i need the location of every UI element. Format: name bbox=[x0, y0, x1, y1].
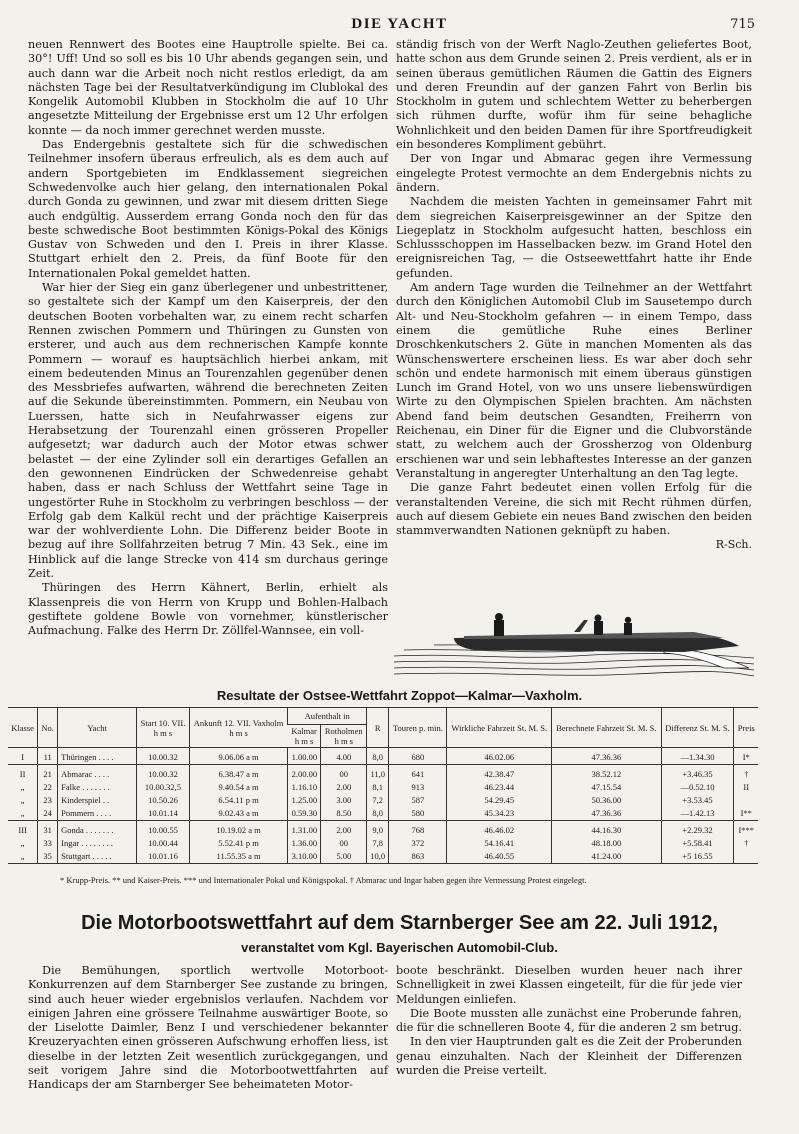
cell-rotholmen: 3.00 bbox=[321, 794, 367, 807]
cell-ankunft: 11.55.35 a m bbox=[189, 850, 288, 864]
cell-rotholmen: 4.00 bbox=[321, 748, 367, 765]
cell-yacht: Falke . . . . . . . bbox=[58, 781, 137, 794]
cell-r: 7,8 bbox=[367, 837, 389, 850]
cell-no: 33 bbox=[38, 837, 58, 850]
cell-no: 22 bbox=[38, 781, 58, 794]
cell-berechnete: 47.36.36 bbox=[552, 807, 661, 821]
cell-wirkliche: 45.34.23 bbox=[447, 807, 552, 821]
cell-touren: 587 bbox=[389, 794, 447, 807]
cell-r: 7,2 bbox=[367, 794, 389, 807]
page-header bbox=[0, 14, 799, 36]
header-ankunft: Ankunft 12. VII. Vaxholm h m s bbox=[189, 708, 288, 748]
cell-kalmar: 3.10.00 bbox=[288, 850, 321, 864]
cell-no: 23 bbox=[38, 794, 58, 807]
cell-differenz: —1.34.30 bbox=[661, 748, 734, 765]
cell-wirkliche: 46.02.06 bbox=[447, 748, 552, 765]
cell-berechnete: 50.36.00 bbox=[552, 794, 661, 807]
cell-start: 10.00.32 bbox=[137, 748, 190, 765]
header-klasse: Klasse bbox=[8, 708, 38, 748]
motorboat-illustration bbox=[394, 598, 754, 680]
header-start: Start 10. VII. h m s bbox=[137, 708, 190, 748]
table-row bbox=[8, 807, 758, 821]
cell-r: 8,0 bbox=[367, 748, 389, 765]
cell-r: 9,0 bbox=[367, 821, 389, 838]
cell-ankunft: 10.19.02 a m bbox=[189, 821, 288, 838]
header-differenz: Differenz St. M. S. bbox=[661, 708, 734, 748]
cell-kalmar: 1.36.00 bbox=[288, 837, 321, 850]
header-r: R bbox=[367, 708, 389, 748]
cell-yacht: Ingar . . . . . . . . bbox=[58, 837, 137, 850]
cell-no: 11 bbox=[38, 748, 58, 765]
left-column bbox=[28, 38, 388, 638]
cell-wirkliche: 54.29.45 bbox=[447, 794, 552, 807]
paragraph: Am andern Tage wurden die Teilnehmer an der Wettfahrt durch den Königlichen Automobil Club im Sausetempo durch Alt- und Neu-Stockholm gefahren — in einem Tempo, dass einem die gemütliche Ruhe eines Berliner Droschkenkutschers 2. Güte in manchen Momenten als das Wünschenswertere erscheinen liess. Es war aber doch sehr schön und endete harmonisch mit einem überaus günstigen Lunch im Grand Hotel, von wo uns unsere liebenswürdigen Wirte zu den Olympischen Spielen brachten. Am nächsten Abend fand beim deutschen Gesandten, Freiherrn von Reichenau, ein Diner für die Eigner und die Clubvorstände statt, zu welchem auch der Grossherzog von Oldenburg erschienen war und sein lebhaftestes Interesse an der ganzen Veranstaltung in angeregter Unterhaltung an den Tag legte. bbox=[396, 281, 752, 480]
table-row bbox=[8, 781, 758, 794]
cell-berechnete: 47.36.36 bbox=[552, 748, 661, 765]
results-body bbox=[8, 748, 758, 864]
cell-touren: 680 bbox=[389, 748, 447, 765]
cell-preis: I** bbox=[734, 807, 758, 821]
cell-no: 35 bbox=[38, 850, 58, 864]
cell-r: 8,1 bbox=[367, 781, 389, 794]
cell-preis: † bbox=[734, 837, 758, 850]
cell-preis: I*** bbox=[734, 821, 758, 838]
paragraph: War hier der Sieg ein ganz überlegener und unbestrittener, so gestaltete sich der Kampf um den Kaiserpreis, der den deutschen Booten vorbehalten war, zu einem recht scharfen Rennen zwischen Pommern und Thüringen zu Gunsten von ersterer, und auch aus dem rechnerischen Kampfe konnte Pommern — worauf es hauptsächlich hierbei ankam, mit einem bedeutenden Minus an Tourenzahlen gegenüber denen des Messbriefes aufwarten, während die berechneten Zeiten auf die Sekunde übereinstimmten. Pommern, ein Neubau von Luerssen, hatte sich in Neufahrwasser eigens zur Herabsetzung der Tourenzahl einen grösseren Propeller aufgesetzt; war dadurch auch der Motor etwas schwer belastet — der eine Zylinder soll ein derartiges Gefallen an den gewonnenen Eindrücken der Schwedenreise gehabt haben, dass er nach Schluss der Wettfahrt seine Tage in ungestörter Ruhe in Stockholm zu verbringen beschloss — der Erfolg gab dem Kalkül recht und der prächtige Kaiserpreis war der wohlverdiente Lohn. Die Differenz beider Boote in bezug auf ihre Sollfahrzeiten betrug 7 Min. 43 Sek., eine im Hinblick auf die lange Strecke von 414 sm durchaus geringe Zeit. bbox=[28, 281, 388, 580]
header-kalmar: Kalmar h m s bbox=[288, 725, 321, 748]
article-title: Die Motorbootswettfahrt auf dem Starnberger See am 22. Juli 1912, bbox=[81, 912, 718, 934]
header-aufenthalt: Aufenthalt in bbox=[288, 708, 367, 725]
cell-touren: 863 bbox=[389, 850, 447, 864]
paragraph: ständig frisch von der Werft Naglo-Zeuthen geliefertes Boot, hatte schon aus dem Grunde seinen 2. Preis verdient, als er in seinen überaus gemütlichen Räumen die Gattin des Eigners und deren Freundin auf der ganzen Fahrt von Berlin bis Stockholm in gutem und schlechtem Wetter zu beherbergen sich rühmen durfte, wofür ihm für seine behagliche Wohnlichkeit und den beiden Damen für ihre Sportfreudigkeit ein besonderes Kompliment gebührt. bbox=[396, 38, 752, 152]
results-footnote: * Krupp-Preis. ** und Kaiser-Preis. *** und Internationaler Pokal und Königspokal. † Abmarac und Ingar haben gegen ihre Vermessung Protest eingelegt. bbox=[60, 875, 587, 885]
cell-kalmar: 1.25.00 bbox=[288, 794, 321, 807]
results-title: Resultate der Ostsee-Wettfahrt Zoppot—Kalmar—Vaxholm. bbox=[216, 688, 583, 703]
cell-preis: I* bbox=[734, 748, 758, 765]
cell-yacht: Pommern . . . . bbox=[58, 807, 137, 821]
cell-ankunft: 6.38.47 a m bbox=[189, 765, 288, 782]
cell-r: 11,0 bbox=[367, 765, 389, 782]
cell-differenz: +5 16.55 bbox=[661, 850, 734, 864]
cell-kalmar: 1.00.00 bbox=[288, 748, 321, 765]
cell-yacht: Gonda . . . . . . . bbox=[58, 821, 137, 838]
cell-yacht: Stuttgart . . . . . bbox=[58, 850, 137, 864]
table-row bbox=[8, 794, 758, 807]
header-berechnete: Berechnete Fahrzeit St. M. S. bbox=[552, 708, 661, 748]
table-row bbox=[8, 850, 758, 864]
cell-differenz: +3.46.35 bbox=[661, 765, 734, 782]
cell-r: 8,0 bbox=[367, 807, 389, 821]
cell-ankunft: 9.06.06 a m bbox=[189, 748, 288, 765]
cell-start: 10.00.32,5 bbox=[137, 781, 190, 794]
cell-start: 10.50.26 bbox=[137, 794, 190, 807]
cell-touren: 913 bbox=[389, 781, 447, 794]
cell-no: 24 bbox=[38, 807, 58, 821]
cell-rotholmen: 8.50 bbox=[321, 807, 367, 821]
cell-klasse: „ bbox=[20, 838, 25, 848]
cell-rotholmen: 00 bbox=[321, 765, 367, 782]
cell-preis bbox=[734, 850, 758, 864]
cell-start: 10.00.55 bbox=[137, 821, 190, 838]
cell-touren: 768 bbox=[389, 821, 447, 838]
cell-ankunft: 9.02.43 a m bbox=[189, 807, 288, 821]
cell-no: 31 bbox=[38, 821, 58, 838]
cell-no: 21 bbox=[38, 765, 58, 782]
paragraph: neuen Rennwert des Bootes eine Hauptrolle spielte. Bei ca. 30°! Uff! Und so soll es bis 10 Uhr abends gegangen sein, und auch dann war die Arbeit noch nicht restlos erledigt, da am nächsten Tage bei der Resultatverkündigung im Clublokal des Kongelik Automobil Klubben in Stockholm die auf 10 Uhr angesetzte Mitteilung der Ergebnisse erst um 12 Uhr erfolgen konnte — da noch immer gerechnet werden musste. bbox=[28, 38, 388, 137]
header-preis: Preis bbox=[734, 708, 758, 748]
boat-crew bbox=[494, 613, 632, 636]
cell-differenz: +5.58.41 bbox=[661, 837, 734, 850]
paragraph: Die Boote mussten alle zunächst eine Proberunde fahren, die für die schnelleren Boote 4, für die anderen 2 sm betrug. bbox=[396, 1006, 742, 1035]
table-row bbox=[8, 837, 758, 850]
cell-yacht: Kinderspiel . . bbox=[58, 794, 137, 807]
cell-kalmar: 2.00.00 bbox=[288, 765, 321, 782]
cell-ankunft: 9.40.54 a m bbox=[189, 781, 288, 794]
cell-ankunft: 6.54.11 p m bbox=[189, 794, 288, 807]
cell-touren: 580 bbox=[389, 807, 447, 821]
cell-klasse: II bbox=[8, 765, 38, 782]
cell-klasse: „ bbox=[20, 808, 25, 818]
article-right-column bbox=[396, 964, 742, 1078]
cell-yacht: Abmarac . . . . bbox=[58, 765, 137, 782]
cell-preis: † bbox=[734, 765, 758, 782]
paragraph: Der von Ingar und Abmarac gegen ihre Vermessung eingelegte Protest vermochte an dem Endergebnis nichts zu ändern. bbox=[396, 152, 752, 194]
cell-wirkliche: 46.46.02 bbox=[447, 821, 552, 838]
cell-preis: II bbox=[734, 781, 758, 794]
paragraph: Nachdem die meisten Yachten in gemeinsamer Fahrt mit dem siegreichen Kaiserpreisgewinner an der Spitze den Liegeplatz in Stockholm aufgesucht hatten, beschloss ein Schlussschoppen im Hasselbacken bezw. im Grand Hotel den ereignisreichen Tag, — die Ostseewettfahrt hatte ihr Ende gefunden. bbox=[396, 195, 752, 280]
cell-start: 10.01.14 bbox=[137, 807, 190, 821]
cell-klasse: „ bbox=[20, 851, 25, 861]
cell-kalmar: 1.31.00 bbox=[288, 821, 321, 838]
cell-klasse: I bbox=[21, 752, 25, 762]
paragraph: Die Bemühungen, sportlich wertvolle Motorboot-Konkurrenzen auf dem Starnberger See zustande zu bringen, sind auch heuer wieder ergebnislos verlaufen. Nachdem vor einigen Jahren eine grössere Teilnahme auswärtiger Boote, so der Liselotte Daimler, Benz I und verschiedener bekannter Kreuzeryachten einen grösseren Aufschwung erhoffen liess, ist dieselbe in der letzten Zeit wesentlich zurückgegangen, und seit vorigem Jahre sind die Motorbootwettfahrten auf Handicaps der am Starnberger See beheimateten Motor- bbox=[28, 964, 388, 1092]
cell-wirkliche: 46.40.55 bbox=[447, 850, 552, 864]
article-subtitle: veranstaltet vom Kgl. Bayerischen Automobil-Club. bbox=[241, 940, 558, 955]
cell-differenz: +2.29.32 bbox=[661, 821, 734, 838]
right-column bbox=[396, 38, 752, 553]
cell-r: 10,0 bbox=[367, 850, 389, 864]
header-yacht: Yacht bbox=[58, 708, 137, 748]
cell-kalmar: 0.59.30 bbox=[288, 807, 321, 821]
cell-start: 10.00.44 bbox=[137, 837, 190, 850]
paragraph: In den vier Hauptrunden galt es die Zeit der Proberunden genau einzuhalten. Nach der Kleinheit der Differenzen wurden die Preise verteilt. bbox=[396, 1035, 742, 1078]
paragraph: boote beschränkt. Dieselben wurden heuer nach ihrer Schnelligkeit in zwei Klassen eingeteilt, für die für jede vier Meldungen einliefen. bbox=[396, 964, 742, 1006]
page-number: 715 bbox=[730, 17, 755, 32]
windshield bbox=[574, 620, 588, 632]
paragraph: Das Endergebnis gestaltete sich für die schwedischen Teilnehmer insofern überaus erfreulich, als es dem auch auf andern Sportgebieten im Endklassement siegreichen Schwedenvolke auch hier gelang, den internationalen Pokal durch Gonda zu gewinnen, und zwar mit diesem dritten Siege auch endgültig. Ausserdem errang Gonda noch den für das beste schwedische Boot bestimmten Königs-Pokal des Königs Gustav von Schweden und den I. Preis in ihrer Klasse. Stuttgart erhielt den 2. Preis, da fünf Boote für den Internationalen Pokal gemeldet hatten. bbox=[28, 138, 388, 280]
cell-kalmar: 1.16.10 bbox=[288, 781, 321, 794]
cell-wirkliche: 42.38.47 bbox=[447, 765, 552, 782]
header-wirkliche: Wirkliche Fahrzeit St. M. S. bbox=[447, 708, 552, 748]
results-table bbox=[8, 707, 758, 864]
cell-klasse: „ bbox=[20, 795, 25, 805]
cell-berechnete: 44.16.30 bbox=[552, 821, 661, 838]
cell-differenz: —1.42.13 bbox=[661, 807, 734, 821]
header-touren: Touren p. min. bbox=[389, 708, 447, 748]
cell-wirkliche: 54.16.41 bbox=[447, 837, 552, 850]
paragraph: Die ganze Fahrt bedeutet einen vollen Erfolg für die veranstaltenden Vereine, die sich mit Recht rühmen dürfen, auch auf diesem Gebiete ein neues Band zwischen den beiden stammverwandten Nationen geknüpft zu haben. bbox=[396, 481, 752, 538]
cell-berechnete: 41.24.00 bbox=[552, 850, 661, 864]
header-no: No. bbox=[38, 708, 58, 748]
cell-start: 10.00.32 bbox=[137, 765, 190, 782]
table-row bbox=[8, 748, 758, 765]
cell-touren: 641 bbox=[389, 765, 447, 782]
cell-differenz: —0.52.10 bbox=[661, 781, 734, 794]
cell-rotholmen: 2.00 bbox=[321, 781, 367, 794]
author-signature: R-Sch. bbox=[715, 538, 752, 552]
cell-berechnete: 38.52.12 bbox=[552, 765, 661, 782]
cell-start: 10.01.16 bbox=[137, 850, 190, 864]
cell-klasse: III bbox=[8, 821, 38, 838]
cell-touren: 372 bbox=[389, 837, 447, 850]
article-left-column bbox=[28, 964, 388, 1093]
cell-preis bbox=[734, 794, 758, 807]
cell-differenz: +3.53.45 bbox=[661, 794, 734, 807]
paragraph: Thüringen des Herrn Kähnert, Berlin, erhielt als Klassenpreis die von Herrn von Krupp und Bohlen-Halbach gestiftete goldene Bowle von vornehmer, künstlerischer Aufmachung. Falke des Herrn Dr. Zöllfel-Wannsee, ein voll- bbox=[28, 581, 388, 638]
table-row bbox=[8, 765, 758, 782]
cell-berechnete: 47.15.54 bbox=[552, 781, 661, 794]
cell-wirkliche: 46.23.44 bbox=[447, 781, 552, 794]
table-row bbox=[8, 821, 758, 838]
cell-rotholmen: 2.00 bbox=[321, 821, 367, 838]
cell-klasse: „ bbox=[20, 782, 25, 792]
header-rotholmen: Rotholmen h m s bbox=[321, 725, 367, 748]
journal-title: DIE YACHT bbox=[351, 16, 448, 32]
cell-berechnete: 48.18.00 bbox=[552, 837, 661, 850]
cell-ankunft: 5.52.41 p m bbox=[189, 837, 288, 850]
cell-rotholmen: 5.00 bbox=[321, 850, 367, 864]
cell-yacht: Thüringen . . . . bbox=[58, 748, 137, 765]
cell-rotholmen: 00 bbox=[321, 837, 367, 850]
